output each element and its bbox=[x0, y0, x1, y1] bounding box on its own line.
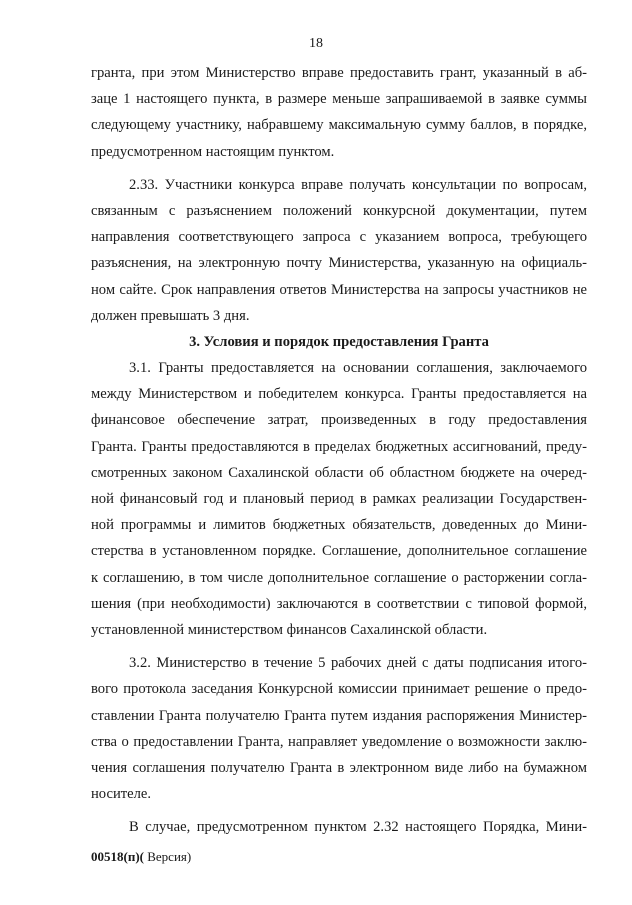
paragraph bbox=[91, 650, 587, 807]
paragraph bbox=[91, 355, 587, 643]
text-line: смотренных законом Сахалинской области об областном бюджете на очеред- bbox=[91, 464, 587, 481]
text-line: между Министерством и победителем конкурса. Гранты предоставляется на bbox=[91, 386, 587, 403]
text-line: установленной министерством финансов Сахалинской области. bbox=[91, 621, 488, 638]
text-line: 3.2. Министерство в течение 5 рабочих дней с даты подписания итого- bbox=[129, 655, 587, 672]
text-line: связанным с разъяснением положений конкурсной документации, путем bbox=[91, 202, 587, 219]
text-line: В случае, предусмотренном пунктом 2.32 настоящего Порядка, Мини- bbox=[129, 819, 587, 836]
document-footer bbox=[91, 849, 191, 865]
text-line: направления соответствующего запроса с указанием вопроса, требующего bbox=[91, 229, 587, 246]
paragraph bbox=[91, 814, 587, 840]
text-line: вого протокола заседания Конкурсной комиссии принимает решение о предо- bbox=[91, 681, 587, 698]
page-number: 18 bbox=[309, 36, 323, 51]
text-line: ном сайте. Срок направления ответов Министерства на запросы участников не bbox=[91, 281, 587, 298]
text-line: ства о предоставлении Гранта, направляет уведомление о возможности заклю- bbox=[91, 733, 587, 750]
text-line: должен превышать 3 дня. bbox=[91, 307, 250, 324]
text-line: Гранта. Гранты предоставляются в пределах бюджетных ассигнований, преду- bbox=[91, 438, 587, 455]
text-line: разъяснения, на электронную почту Министерства, указанную на официаль- bbox=[91, 255, 587, 272]
text-line: стерства в установленном порядке. Соглашение, дополнительное соглашение bbox=[91, 543, 587, 560]
document-version: Версия) bbox=[143, 849, 192, 864]
text-line: ставлении Гранта получателю Гранта путем издания распоряжения Министер- bbox=[91, 707, 587, 724]
section-heading: 3. Условия и порядок предоставления Гранта bbox=[189, 333, 489, 350]
text-line: шения (при необходимости) заключаются в соответствии с типовой формой, bbox=[91, 595, 587, 612]
paragraph bbox=[91, 172, 587, 329]
text-line: 3.1. Гранты предоставляется на основании соглашения, заключаемого bbox=[129, 360, 587, 377]
text-line: заце 1 настоящего пункта, в размере меньше запрашиваемой в заявке суммы bbox=[91, 91, 587, 108]
paragraph bbox=[91, 60, 587, 165]
text-line: финансовое обеспечение затрат, произведенных в году предоставления bbox=[91, 412, 587, 429]
document-code: 00518(п)( bbox=[91, 849, 144, 864]
text-line: 2.33. Участники конкурса вправе получать консультации по вопросам, bbox=[129, 176, 587, 193]
text-line: ной финансовый год и плановый период в рамках реализации Государствен- bbox=[91, 491, 587, 507]
text-line: ной программы и лимитов бюджетных обязательств, доведенных до Мини- bbox=[91, 517, 587, 534]
text-line: носителе. bbox=[91, 786, 152, 803]
text-line: гранта, при этом Министерство вправе предоставить грант, указанный в аб- bbox=[91, 65, 587, 81]
text-line: предусмотренном настоящим пунктом. bbox=[91, 143, 335, 160]
text-line: чения соглашения получателю Гранта в электронном виде либо на бумажном bbox=[91, 759, 587, 776]
document-body bbox=[91, 60, 587, 840]
text-line: к соглашению, в том числе дополнительное соглашение о расторжении согла- bbox=[91, 569, 587, 586]
text-line: следующему участнику, набравшему максимальную сумму баллов, в порядке, bbox=[91, 117, 587, 134]
